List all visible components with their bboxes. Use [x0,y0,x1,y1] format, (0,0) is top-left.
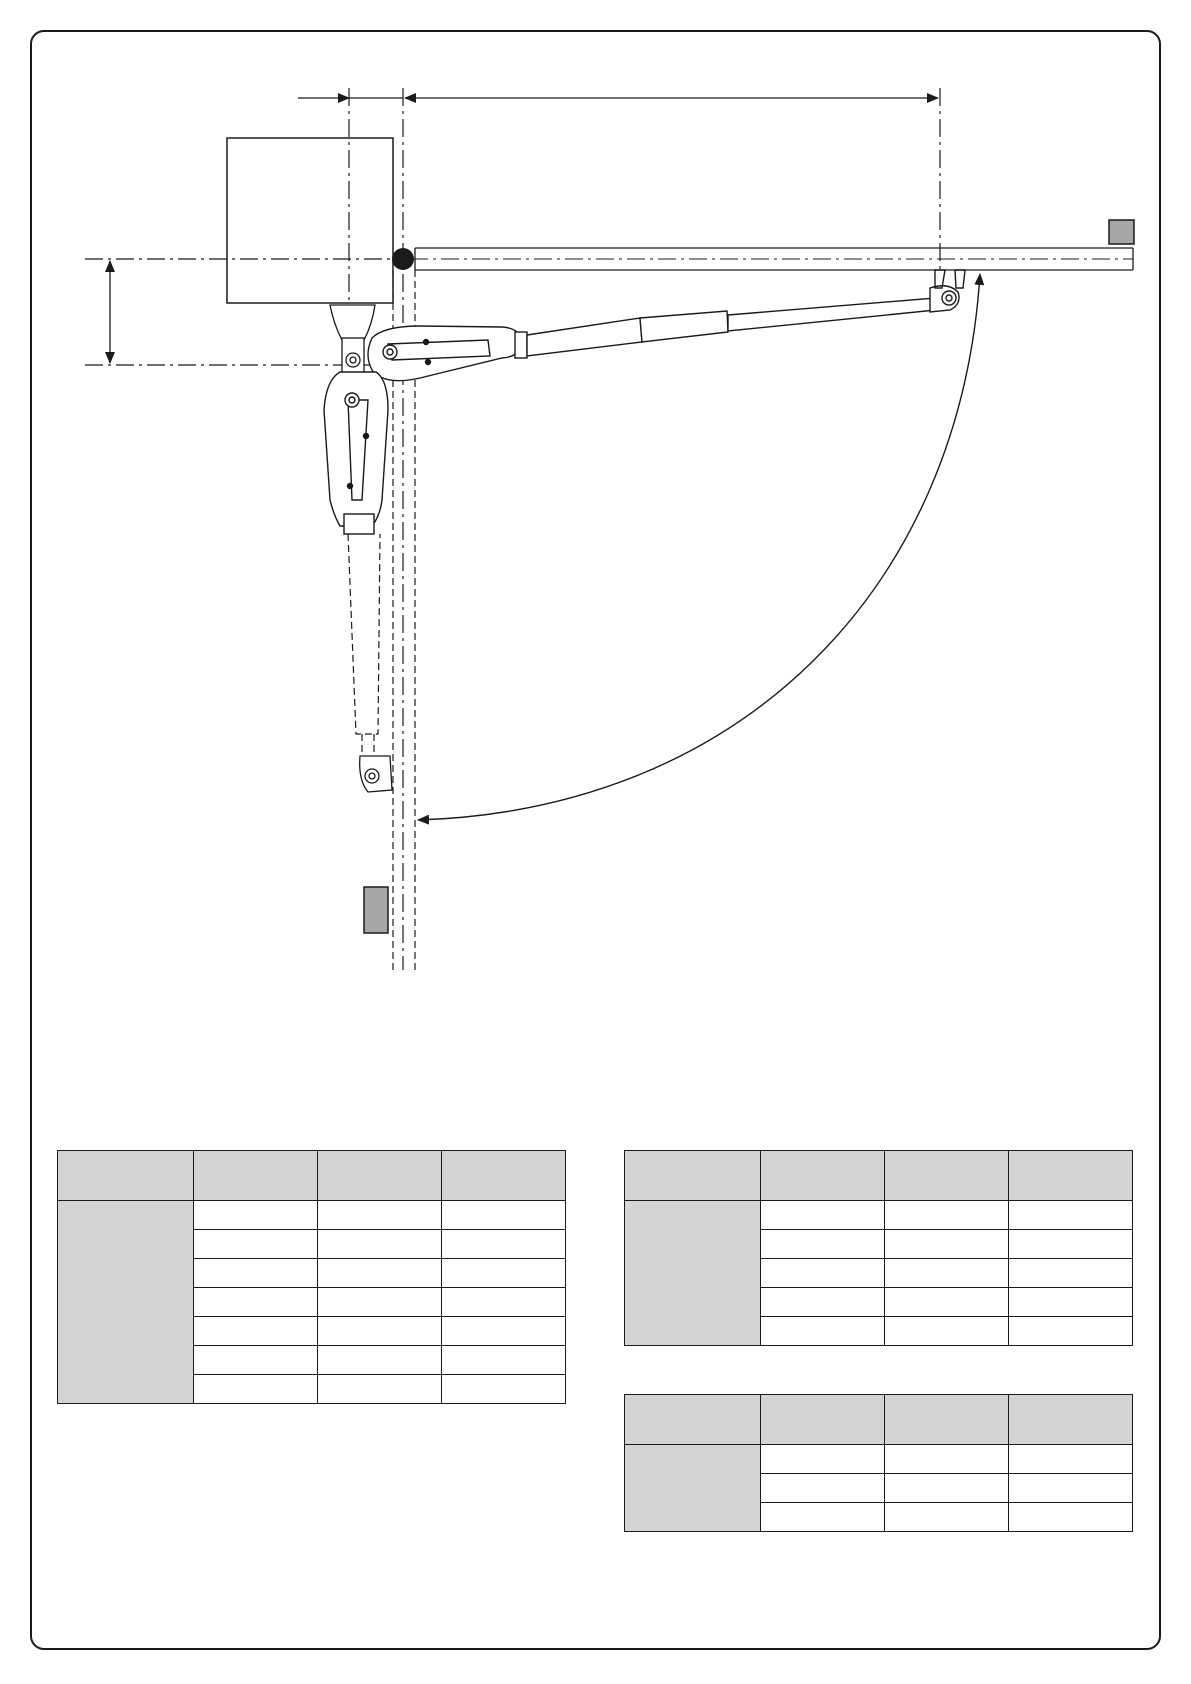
table-cell [318,1259,442,1288]
table-header-row [625,1151,1133,1201]
table-header-cell [761,1151,885,1201]
table-cell [761,1259,885,1288]
table-header-cell [442,1151,566,1201]
table-cell [1009,1445,1133,1474]
table-header-cell [761,1395,885,1445]
actuator-open-eye [360,756,392,792]
table-header-cell [885,1395,1009,1445]
table-cell [761,1503,885,1532]
table-header-cell [1009,1395,1133,1445]
table-cell [194,1230,318,1259]
pillar-bracket [330,305,375,378]
table-cell [885,1445,1009,1474]
table-cell [1009,1317,1133,1346]
table-cell [442,1375,566,1404]
table-row-label [625,1201,761,1346]
table-header-cell [885,1151,1009,1201]
dimension-table-2 [624,1150,1133,1346]
table-cell [194,1259,318,1288]
table-cell [885,1474,1009,1503]
table-cell [442,1346,566,1375]
table-row [58,1201,566,1230]
table-header-cell [625,1151,761,1201]
actuator-closed-position [368,270,965,381]
table-row-label [58,1201,194,1404]
gate-stop-open [364,887,388,933]
table-cell [194,1346,318,1375]
table-row-label [625,1445,761,1532]
table-cell [761,1201,885,1230]
table-cell [194,1375,318,1404]
table-header-row [625,1395,1133,1445]
table-cell [1009,1503,1133,1532]
table-cell [885,1201,1009,1230]
table-cell [318,1230,442,1259]
table-cell [442,1201,566,1230]
table-cell [1009,1259,1133,1288]
table-header-cell [625,1395,761,1445]
dimension-table-1 [57,1150,566,1404]
gate-leaf-closed [410,248,1133,270]
table-cell [1009,1288,1133,1317]
gate-stop-closed [1109,220,1134,244]
table-cell [761,1288,885,1317]
table-cell [442,1317,566,1346]
table-cell [442,1288,566,1317]
table-cell [885,1317,1009,1346]
reference-lines [85,88,940,970]
table-header-cell [194,1151,318,1201]
pillar-block [227,138,393,303]
table-header-cell [58,1151,194,1201]
table-cell [318,1346,442,1375]
table-cell [885,1503,1009,1532]
table-cell [1009,1230,1133,1259]
table-cell [885,1230,1009,1259]
table-header-cell [1009,1151,1133,1201]
table-cell [318,1317,442,1346]
actuator-open-rod [348,534,380,756]
table-header-cell [318,1151,442,1201]
table-cell [761,1230,885,1259]
table-row [625,1201,1133,1230]
table-cell [761,1474,885,1503]
table-header-row [58,1151,566,1201]
gate-hinge-pivot [392,248,414,270]
table-cell [194,1201,318,1230]
table-cell [1009,1201,1133,1230]
table-cell [1009,1474,1133,1503]
table-cell [318,1375,442,1404]
table-cell [318,1288,442,1317]
table-row [625,1445,1133,1474]
table-cell [761,1445,885,1474]
table-cell [885,1288,1009,1317]
table-cell [442,1230,566,1259]
actuator-open-position [324,372,388,534]
dimension-table-3 [624,1394,1133,1532]
table-cell [318,1201,442,1230]
table-cell [885,1259,1009,1288]
table-cell [761,1317,885,1346]
table-cell [194,1317,318,1346]
table-cell [194,1288,318,1317]
table-cell [442,1259,566,1288]
